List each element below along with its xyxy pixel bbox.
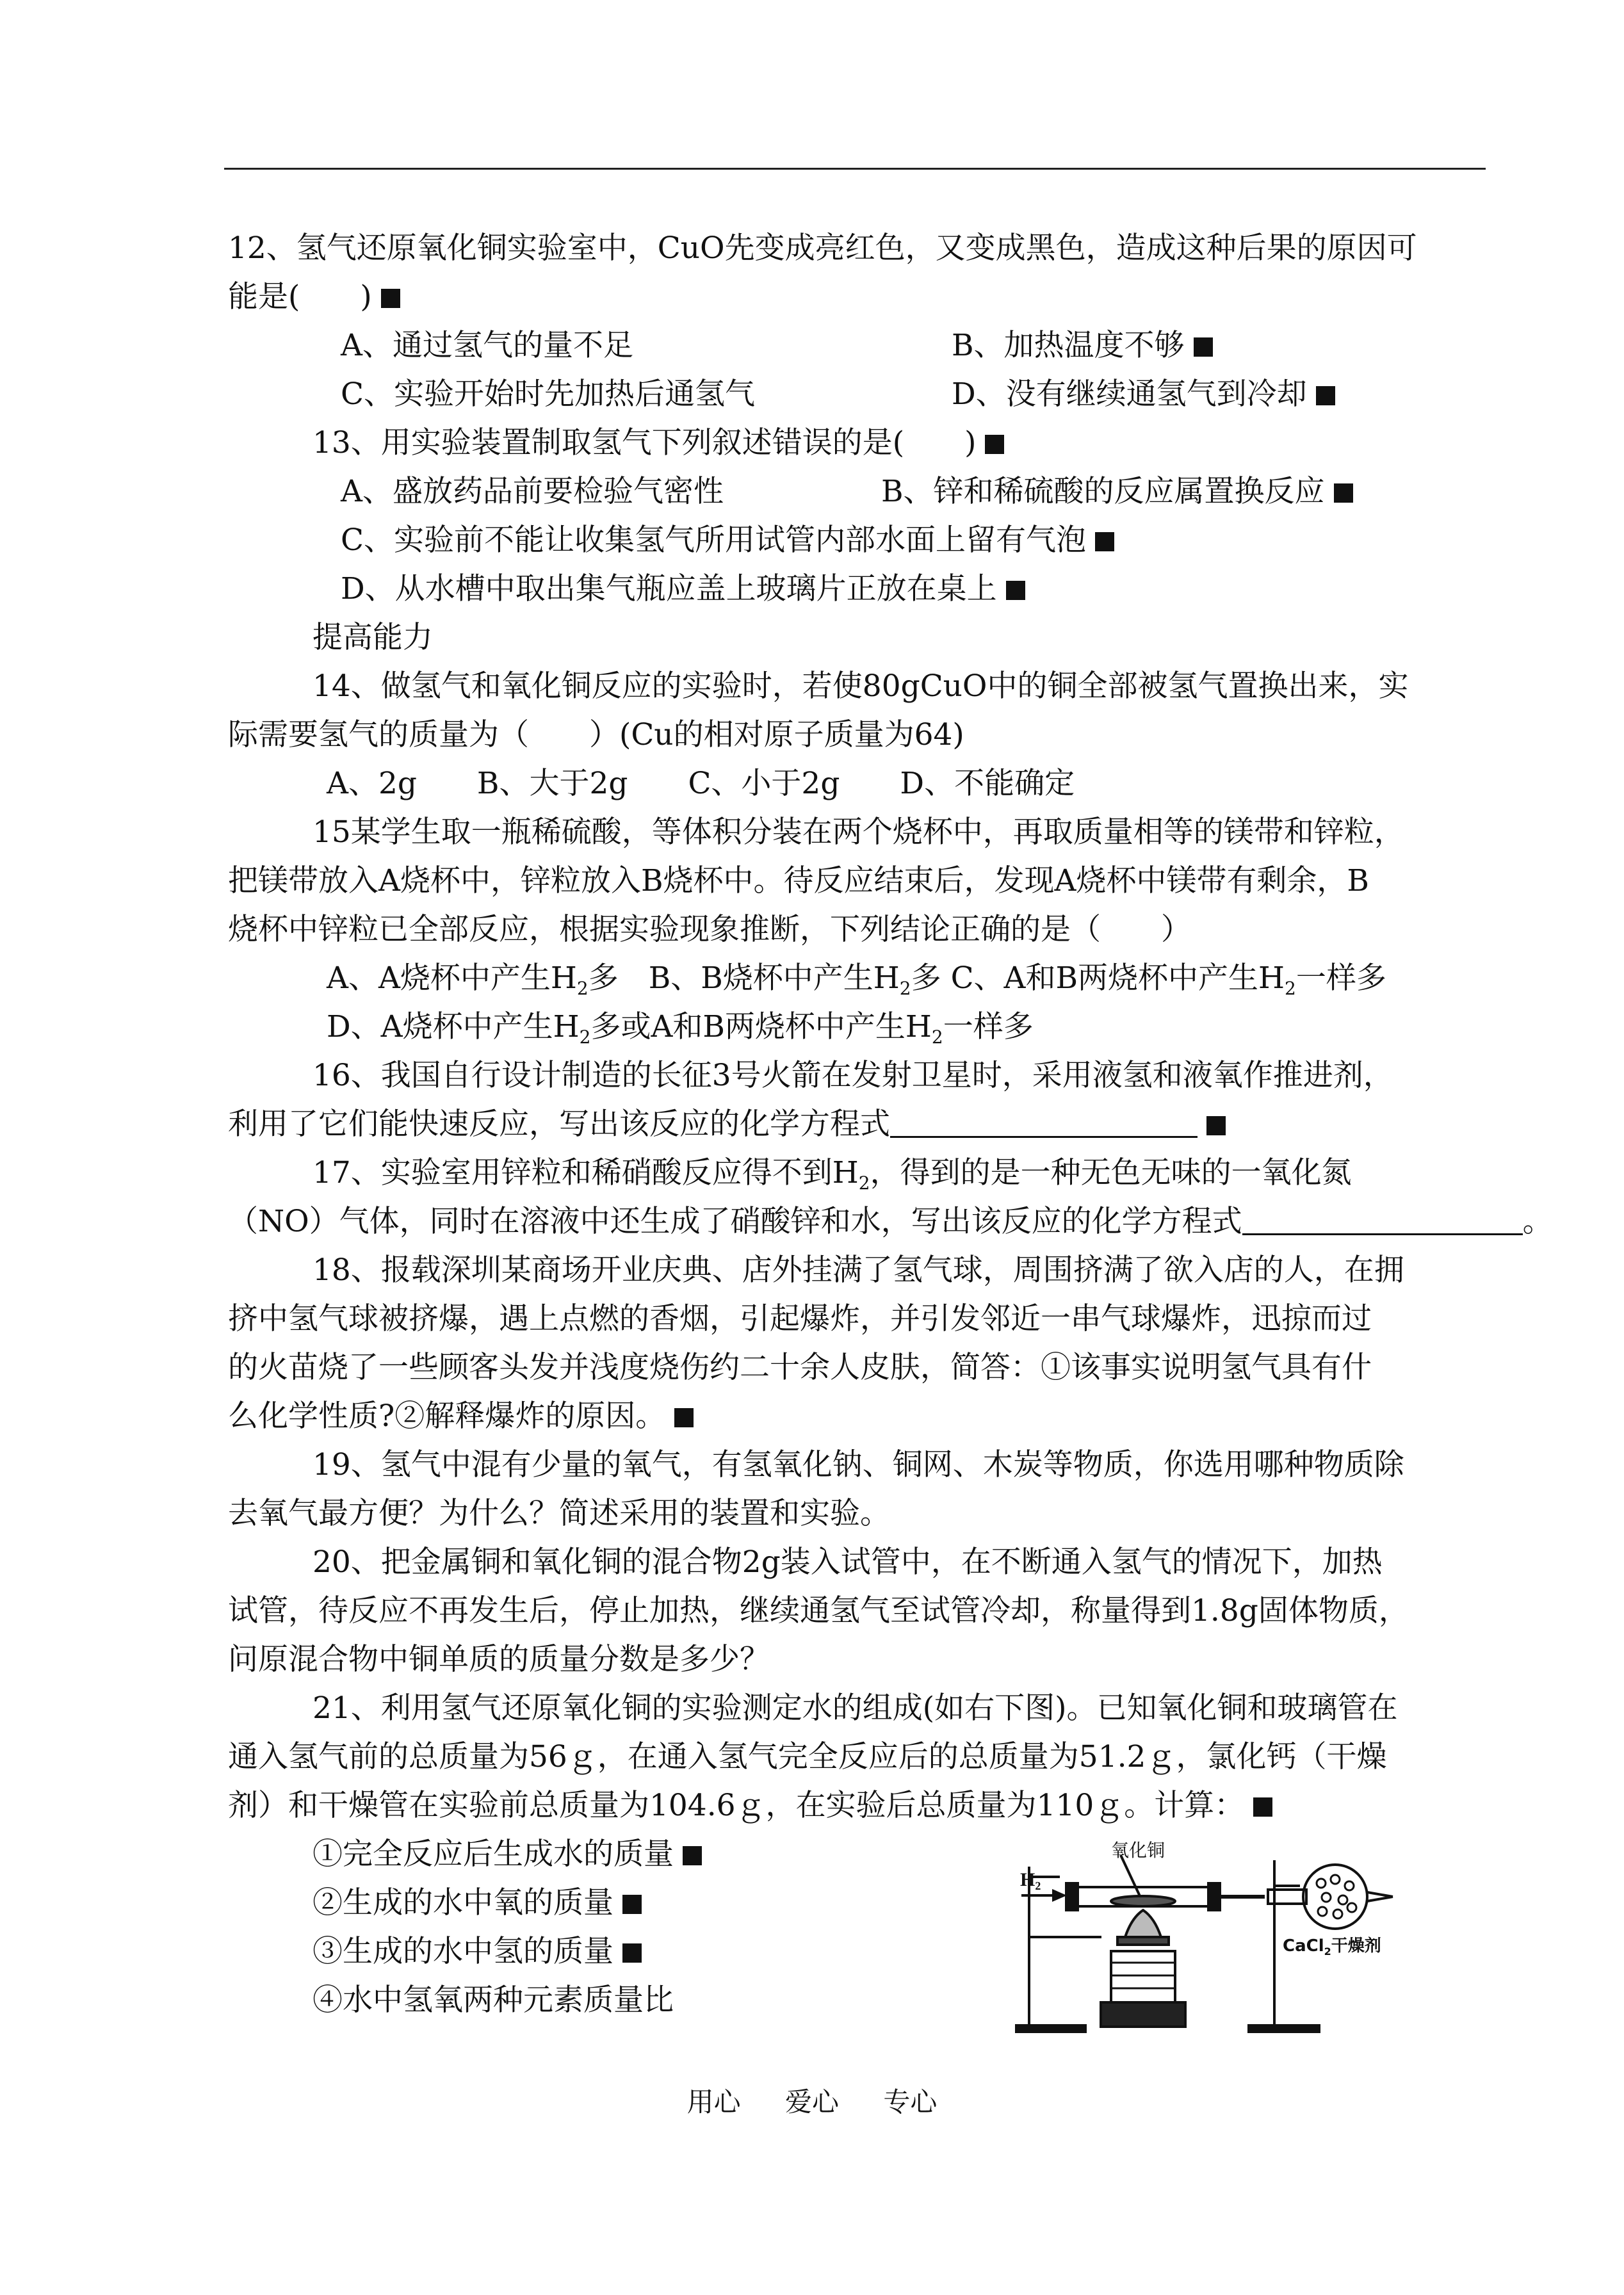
q15-option-d: D、A烧杯中产生$H_2$多或A和B两烧杯中产生$H_2$一样多 xyxy=(327,1009,1034,1048)
q18-line4: 么化学性质?②解释爆炸的原因。 xyxy=(228,1397,694,1436)
lamp-wick-holder xyxy=(1117,1937,1169,1945)
square-icon xyxy=(674,1408,694,1427)
square-icon xyxy=(1253,1797,1272,1817)
alcohol-lamp-body xyxy=(1111,1951,1175,2002)
q21-sub4: ④水中氢氧两种元素质量比 xyxy=(313,1983,674,2018)
right-stand-base xyxy=(1249,2025,1319,2032)
square-icon xyxy=(381,289,400,308)
q15-options-abc: A、A烧杯中产生$H_2$多 B、B烧杯中产生$H_2$多 C、A和B两烧杯中产生$H_2$一样多 xyxy=(327,961,1386,999)
q13-option-d: D、从水槽中取出集气瓶应盖上玻璃片正放在桌上 xyxy=(341,570,1025,608)
footer-word-1: 用心 xyxy=(686,2086,741,2118)
square-icon xyxy=(1334,483,1353,503)
q17-line2: （NO）气体，同时在溶液中还生成了硝酸锌和水，写出该反应的化学方程式 。 xyxy=(228,1204,1553,1239)
q15-line1: 15某学生取一瓶稀硫酸，等体积分装在两个烧杯中，再取质量相等的镁带和锌粒， xyxy=(313,815,1404,850)
q21-line1: 21、利用氢气还原氧化铜的实验测定水的组成(如右下图)。已知氧化铜和玻璃管在 xyxy=(313,1691,1398,1726)
q13-option-a: A、盛放药品前要检验气密性 xyxy=(341,474,724,509)
lamp-hatching xyxy=(1111,1963,1175,1988)
cacl2-granules xyxy=(1317,1875,1356,1918)
copper-oxide-sample xyxy=(1111,1896,1175,1906)
q15-line3: 烧杯中锌粒已全部反应，根据实验现象推断，下列结论正确的是（ ） xyxy=(228,912,1191,947)
left-stand-base xyxy=(1015,2025,1085,2032)
square-icon xyxy=(1095,532,1114,551)
q13-stem: 13、用实验装置制取氢气下列叙述错误的是( ) xyxy=(313,424,1004,462)
square-icon xyxy=(1206,1116,1226,1135)
cuo-label-leader xyxy=(1121,1855,1140,1896)
footer-word-2: 爱心 xyxy=(784,2086,839,2118)
section-heading: 提高能力 xyxy=(313,620,433,655)
q18-line3: 的火苗烧了一些顾客头发并浅度烧伤约二十余人皮肤，简答：①该事实说明氢气具有什 xyxy=(228,1350,1372,1385)
square-icon xyxy=(1194,337,1213,357)
q20-line1: 20、把金属铜和氧化铜的混合物2g装入试管中，在不断通入氢气的情况下，加热 xyxy=(313,1545,1383,1580)
square-icon xyxy=(985,435,1004,454)
square-icon xyxy=(683,1846,702,1865)
q21-sub1: ①完全反应后生成水的质量 xyxy=(313,1835,702,1874)
q18-line1: 18、报载深圳某商场开业庆典、店外挂满了氢气球，周围挤满了欲入店的人，在拥 xyxy=(313,1253,1404,1288)
q20-line3: 问原混合物中铜单质的质量分数是多少？ xyxy=(228,1642,770,1677)
q16-line1: 16、我国自行设计制造的长征3号火箭在发射卫星时，采用液氢和液氧作推进剂， xyxy=(313,1058,1393,1093)
page-footer xyxy=(0,2084,1624,2120)
q17-line1: 17、实验室用锌粒和稀硝酸反应得不到$H_2$，得到的是一种无色无味的一氧化氮 xyxy=(313,1155,1352,1194)
h2-arrow-head xyxy=(1053,1891,1064,1900)
q19-line1: 19、氢气中混有少量的氧气，有氢氧化钠、铜网、木炭等物质，你选用哪种物质除 xyxy=(313,1447,1404,1482)
q21-sub2: ②生成的水中氧的质量 xyxy=(313,1884,642,1922)
apparatus-diagram xyxy=(1015,1841,1399,2036)
square-icon xyxy=(622,1943,642,1963)
drying-tail-bottom xyxy=(1367,1897,1393,1901)
q21-sub3: ③生成的水中氢的质量 xyxy=(313,1933,642,1971)
cuo-label: 氧化铜 xyxy=(1111,1841,1165,1861)
header-rule xyxy=(224,168,1486,170)
q15-line2: 把镁带放入A烧杯中，锌粒放入B烧杯中。待反应结束后，发现A烧杯中镁带有剩余，B xyxy=(228,863,1369,898)
q21-line2: 通入氢气前的总质量为56ｇ，在通入氢气完全反应后的总质量为51.2ｇ，氯化钙（干燥 xyxy=(228,1739,1387,1774)
q12-line1: 12、氢气还原氧化铜实验室中，CuO先变成亮红色，又变成黑色，造成这种后果的原因可 xyxy=(228,231,1417,266)
q12-option-c: C、实验开始时先加热后通氢气 xyxy=(341,377,755,412)
q19-line2: 去氧气最方便？为什么？简述采用的装置和实验。 xyxy=(228,1496,890,1531)
tube-stopper-left xyxy=(1066,1883,1078,1910)
square-icon xyxy=(622,1895,642,1914)
q12-option-b: B、加热温度不够 xyxy=(952,327,1213,365)
q14-line2: 际需要氢气的质量为（ ）(Cu的相对原子质量为64) xyxy=(228,717,964,752)
square-icon xyxy=(1006,581,1025,600)
q12-option-d: D、没有继续通氢气到冷却 xyxy=(952,375,1335,414)
q14-line1: 14、做氢气和氧化铜反应的实验时，若使80gCuO中的铜全部被氢气置换出来，实 xyxy=(313,669,1409,704)
q16-line2: 利用了它们能快速反应，写出该反应的化学方程式 xyxy=(228,1105,1226,1144)
answer-blank[interactable] xyxy=(890,1108,1198,1138)
q13-option-b: B、锌和稀硫酸的反应属置换反应 xyxy=(881,473,1353,511)
q12-line2: 能是( ) xyxy=(228,278,400,316)
drying-tail-top xyxy=(1367,1892,1393,1897)
answer-blank[interactable] xyxy=(1242,1205,1523,1235)
h2-label: $H_2$ xyxy=(1020,1869,1041,1892)
q20-line2: 试管，待反应不再发生后，停止加热，继续通氢气至试管冷却，称量得到1.8g固体物质， xyxy=(228,1593,1409,1628)
q14-options: A、2g B、大于2g C、小于2g D、不能确定 xyxy=(327,766,1075,801)
square-icon xyxy=(1316,386,1335,405)
tube-stopper-right xyxy=(1208,1883,1220,1910)
q18-line2: 挤中氢气球被挤爆，遇上点燃的香烟，引起爆炸，并引发邻近一串气球爆炸，迅掠而过 xyxy=(228,1301,1372,1336)
flame xyxy=(1125,1910,1161,1937)
q21-line3: 剂）和干燥管在实验前总质量为104.6ｇ，在实验后总质量为110ｇ。计算： xyxy=(228,1787,1272,1825)
footer-word-3: 专心 xyxy=(883,2086,938,2118)
q12-option-a: A、通过氢气的量不足 xyxy=(341,328,633,363)
cacl2-label: CaCl$_2$干燥剂 xyxy=(1283,1936,1381,1958)
q13-option-c: C、实验前不能让收集氢气所用试管内部水面上留有气泡 xyxy=(341,521,1114,560)
lamp-block xyxy=(1101,2002,1185,2027)
